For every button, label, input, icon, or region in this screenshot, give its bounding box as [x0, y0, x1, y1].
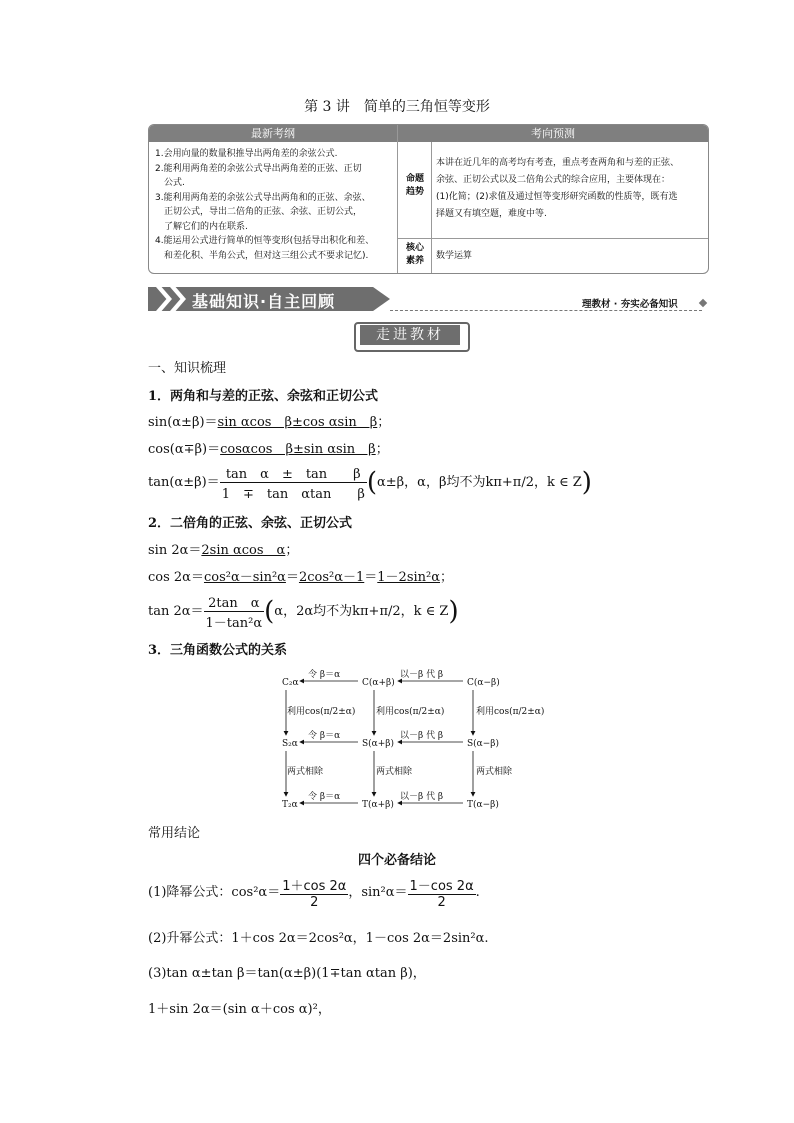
rule-1: (1)降幂公式：cos²α＝ $\frac{1+\cos 2\alpha}{2}$ ，sin²α＝ $\frac{1-\cos 2\alpha}{2}$ .: [148, 875, 480, 910]
label-let: 令 β＝α: [308, 792, 341, 802]
core-label: 核心 素养: [405, 243, 424, 266]
node-c2a: C₂α: [282, 678, 299, 688]
formula-sin2: sin 2α＝2sin αcos α；: [148, 543, 299, 558]
node-sminus: S(α−β): [467, 739, 500, 749]
subsection-heading: 2．二倍角的正弦、余弦、正切公式: [148, 516, 353, 531]
outline-line: 1.会用向量的数量积推导出两角差的余弦公式.: [155, 149, 338, 159]
tan2-fraction: $\frac{\text{2tan α}}{\text{1－tan²α}}$: [204, 592, 265, 631]
outline-line: 正切公式，导出二倍角的正弦、余弦、正切公式，: [155, 207, 363, 217]
outline-line: 4.能运用公式进行简单的恒等变形(包括导出积化和差、: [155, 236, 375, 246]
formula-sin: sin(α±β)＝sin αcos β±cos αsin β；: [148, 415, 391, 430]
node-s2a: S₂α: [282, 739, 298, 749]
outline-header: 最新考纲: [149, 125, 397, 142]
label-use-cos: 利用cos(π/2±α): [476, 707, 545, 717]
outline-line: 公式.: [155, 178, 185, 188]
formula-tan2: tan 2α＝ $\frac{\text{2tan α}}{\text{1－tan²α}}$ (α，2α均不为kπ+π/2，k ∈ Z): [148, 592, 459, 631]
label-let: 令 β＝α: [308, 731, 341, 741]
divider: [390, 310, 702, 311]
rule-4: 1＋sin 2α＝(sin α＋cos α)²，: [148, 1002, 331, 1017]
banner-title: 基础知识·自主回顾: [192, 292, 336, 311]
formula-tan: tan(α±β)＝ $\frac{\text{tan α ± tan β}}{\text{1 ∓ tan αtan β}}$ (α±β，α，β均不为kπ+π/2，k ∈ Z): [148, 463, 592, 502]
label-let: 令 β＝α: [308, 670, 341, 680]
node-cminus: C(α−β): [467, 678, 500, 688]
label-divide: 两式相除: [376, 767, 413, 777]
diamond-icon: [699, 299, 707, 307]
node-cplus: C(α+β): [362, 678, 395, 688]
banner-subtitle: 理教材 · 夯实必备知识: [582, 299, 678, 310]
syllabus-table: [148, 124, 709, 274]
formula-cos: cos(α∓β)＝cosαcos β±sin αsin β；: [148, 442, 389, 457]
formula-relation-diagram: [270, 668, 560, 816]
common-conclusions: 常用结论: [148, 826, 201, 841]
subsection-heading: 3．三角函数公式的关系: [148, 643, 288, 658]
label-replace: 以－β 代 β: [400, 731, 444, 741]
node-tminus: T(α−β): [467, 800, 499, 810]
outline-line: 3.能利用两角差的余弦公式导出两角和的正弦、余弦、: [155, 192, 371, 203]
label-use-cos: 利用cos(π/2±α): [376, 707, 445, 717]
label-replace: 以－β 代 β: [400, 670, 444, 680]
node-tplus: T(α+β): [362, 800, 394, 810]
trend-header: 考向预测: [398, 125, 708, 142]
label-divide: 两式相除: [287, 767, 324, 777]
subsection-heading: 1．两角和与差的正弦、余弦和正切公式: [148, 389, 379, 404]
four-conclusions-heading: 四个必备结论: [357, 853, 436, 868]
outline-line: 和差化积、半角公式，但对这三组公式不要求记忆).: [155, 250, 369, 261]
page-title: 第 3 讲 简单的三角恒等变形: [304, 99, 490, 115]
core-value: 数学运算: [436, 251, 473, 261]
outline-line: 了解它们的内在联系.: [155, 221, 248, 232]
node-splus: S(α+β): [362, 739, 395, 749]
label-divide: 两式相除: [476, 767, 513, 777]
section-tag: 走进教材: [360, 325, 460, 345]
trend-label: 命题 趋势: [405, 174, 424, 197]
outline-line: 2.能利用两角差的余弦公式导出两角差的正弦、正切: [155, 163, 362, 174]
label-replace: 以－β 代 β: [400, 792, 444, 802]
rule-3: (3)tan α±tan β＝tan(α±β)(1∓tan αtan β)，: [148, 966, 426, 981]
label-use-cos: 利用cos(π/2±α): [287, 707, 356, 717]
trend-text: 本讲在近几年的高考均有考查，重点考查两角和与差的正弦、 余弦、正切公式以及二倍角公式的综合应用，主要体现在： (1)化简；(2)求值及通过恒等变形研究函数的性质等，既有选 择题又有填空题，难度中等.: [436, 158, 680, 219]
outline-list: [155, 147, 395, 263]
node-t2a: T₂α: [282, 800, 298, 810]
tan-fraction: $\frac{\text{tan α ± tan β}}{\text{1 ∓ tan αtan β}}$: [220, 463, 367, 502]
formula-cos2: cos 2α＝cos²α－sin²α＝2cos²α－1＝1－2sin²α；: [148, 570, 454, 585]
section-heading: 一、知识梳理: [148, 361, 227, 376]
rule-2: (2)升幂公式：1＋cos 2α＝2cos²α，1－cos 2α＝2sin²α.: [148, 931, 489, 946]
